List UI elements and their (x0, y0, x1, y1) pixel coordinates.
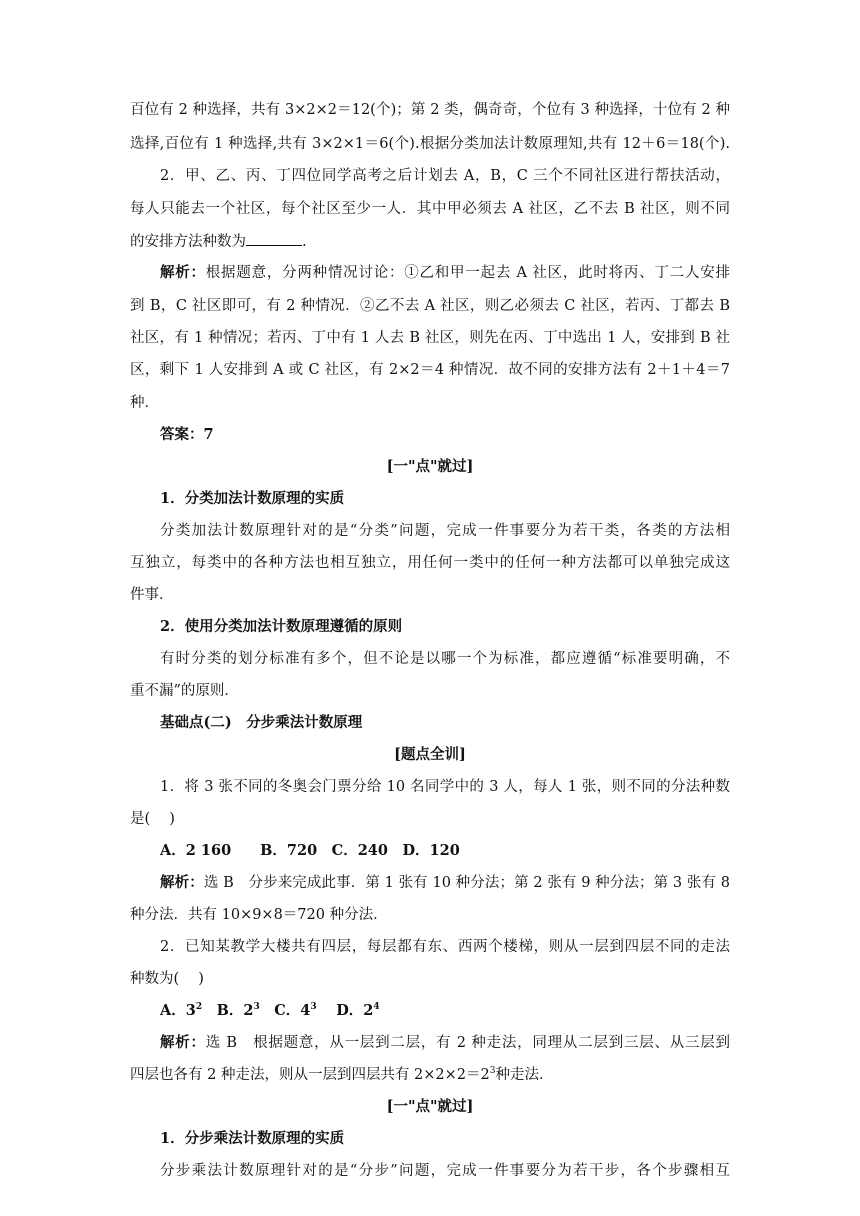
solution-line: 社区，有 1 种情况；若丙、丁中有 1 人去 B 社区，则先在丙、丁中选出 1 人，安排到 B 社 (130, 330, 730, 346)
solution-line: 解析：选 B 分步来完成此事．第 1 张有 10 种分法；第 2 张有 9 种分法；第 3 张有 8 (160, 874, 730, 891)
paragraph-line: 重不漏”的原则． (130, 683, 239, 699)
options-line: A．$3^2$ B．$2^3$ C．$4^3$ D．$2^4$ (160, 1002, 380, 1019)
paragraph-line: 互独立，每类中的各种方法也相互独立，用任何一类中的任何一种方法都可以单独完成这 (130, 555, 730, 571)
section-heading: 基础点(二) 分步乘法计数原理 (160, 714, 363, 731)
subheading: 2．使用分类加法计数原理遵循的原则 (160, 618, 403, 635)
question-2-line: 2．甲、乙、丙、丁四位同学高考之后计划去 A，B，C 三个不同社区进行帮扶活动， (160, 168, 730, 184)
solution-line: 区，剩下 1 人安排到 A 或 C 社区，有 2×2＝4 种情况．故不同的安排方法有 2＋1＋4＝7 (130, 362, 730, 378)
paragraph-line: 件事． (130, 587, 174, 603)
section-tag: [题点全训] (394, 746, 466, 763)
solution-line: 种分法．共有 10×9×8＝720 种分法． (130, 907, 388, 923)
solution-line: 解析：根据题意，分两种情况讨论：①乙和甲一起去 A 社区，此时将丙、丁二人安排 (160, 264, 731, 281)
answer-blank (246, 231, 302, 246)
subheading: 1．分步乘法计数原理的实质 (160, 1130, 345, 1147)
solution-line: 四层也各有 2 种走法，则从一层到四层共有 $2\times 2\times 2=2^3$种走法． (130, 1066, 554, 1083)
question-line: 种数为( ) (130, 971, 204, 987)
section-tag: [一"点"就过] (386, 1098, 474, 1115)
solution-line: 种． (130, 395, 159, 411)
options-line: A．2 160 B．720 C．240 D．120 (160, 842, 460, 859)
paragraph-line: 分步乘法计数原理针对的是“分步”问题，完成一件事要分为若干步，各个步骤相互 (160, 1163, 730, 1179)
paragraph-line: 分类加法计数原理针对的是“分类”问题，完成一件事要分为若干类，各类的方法相 (160, 523, 730, 539)
question-2-line: 的安排方法种数为 . (130, 231, 730, 252)
solution-line: 解析：选 B 根据题意，从一层到二层，有 2 种走法，同理从二层到三层、从三层到 (160, 1034, 730, 1051)
paragraph-line: 有时分类的划分标准有多个，但不论是以哪一个为标准，都应遵循“标准要明确，不 (160, 651, 730, 667)
text-line: 选择,百位有 1 种选择,共有 3×2×1＝6(个).根据分类加法计数原理知,共有 12＋6＝18(个). (130, 136, 730, 152)
question-2-line: 每人只能去一个社区，每个社区至少一人．其中甲必须去 A 社区，乙不去 B 社区，则不同 (130, 201, 730, 217)
text-line: 百位有 2 种选择，共有 3×2×2＝12(个)；第 2 类，偶奇奇，个位有 3 种选择，十位有 2 种 (130, 102, 730, 118)
question-line: 2．已知某教学大楼共有四层，每层都有东、西两个楼梯，则从一层到四层不同的走法 (160, 939, 730, 955)
solution-line: 到 B，C 社区即可，有 2 种情况．②乙不去 A 社区，则乙必须去 C 社区，若丙、丁都去 B (130, 298, 730, 314)
solution-label: 解析： (160, 1034, 206, 1051)
question-line: 1．将 3 张不同的冬奥会门票分给 10 名同学中的 3 人，每人 1 张，则不同的分法种数 (160, 779, 730, 795)
question-line: 是( ) (130, 811, 175, 827)
solution-label: 解析： (160, 874, 204, 891)
subheading: 1．分类加法计数原理的实质 (160, 490, 345, 507)
answer-line: 答案：7 (160, 426, 214, 443)
section-tag: [一"点"就过] (386, 458, 474, 475)
solution-label: 解析： (160, 264, 206, 281)
